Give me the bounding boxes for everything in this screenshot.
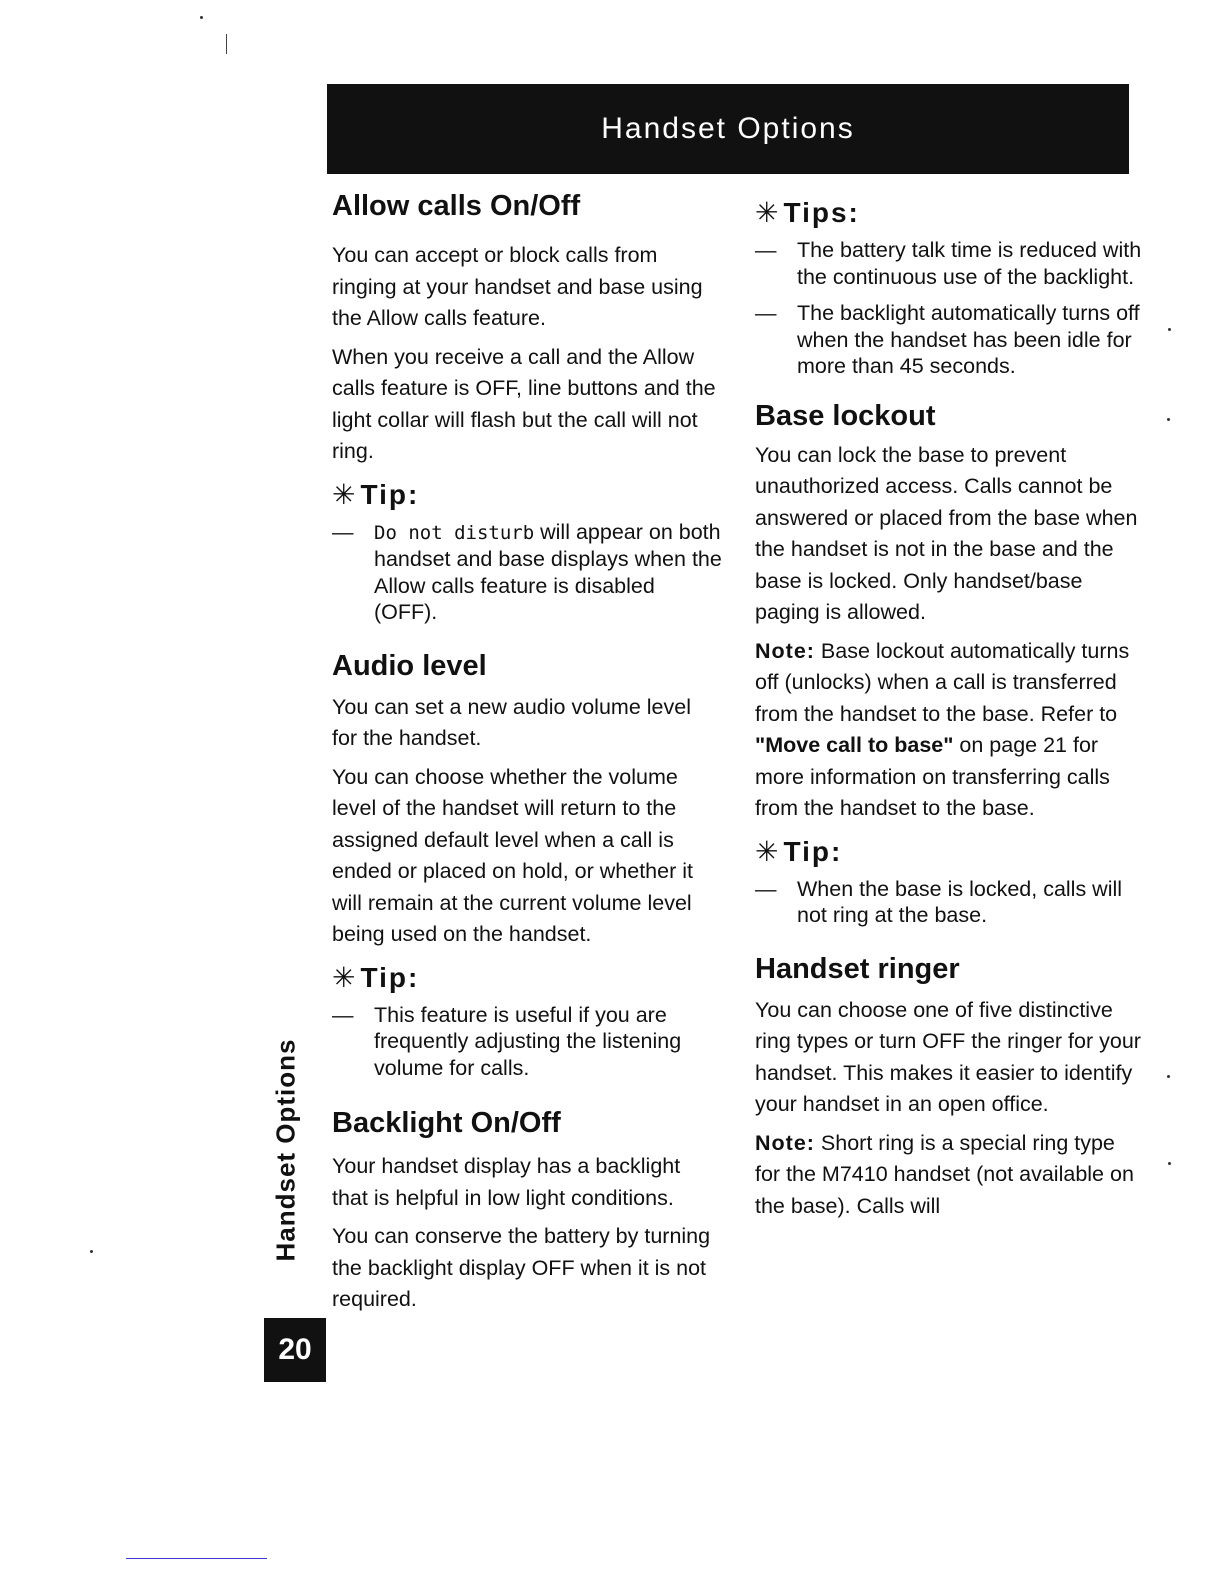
tips-heading [755, 193, 1145, 233]
audio-level-tip-heading [332, 958, 722, 998]
allow-calls-tip-heading [332, 475, 722, 515]
tip-label: Tip: [360, 478, 420, 510]
base-lockout-tip-item [755, 876, 1145, 929]
scan-speck [1168, 1162, 1171, 1165]
tip-text: This feature is useful if you are frequently adjusting the listening volume for calls. [374, 1002, 682, 1080]
note-text-post: on page 21 for more information on transferring calls from the handset to the base. [755, 733, 1110, 820]
allow-calls-section [332, 186, 722, 626]
tip-text: The backlight automatically turns off when the handset has been idle for more than 45 seconds. [797, 301, 1140, 378]
allow-calls-paragraph-1: You can accept or block calls from ringing at your handset and base using the Allow calls feature. [332, 243, 703, 330]
allow-calls-paragraph-2: When you receive a call and the Allow calls feature is OFF, line buttons and the light collar will flash but the call will not ring. [332, 344, 716, 463]
base-lockout-section [755, 396, 1145, 929]
tip-text-rest: will appear on both handset and base displays when the Allow calls feature is disabled (OFF). [374, 519, 722, 624]
cross-reference: "Move call to base" [755, 733, 954, 757]
base-lockout-tip-heading [755, 832, 1145, 872]
dash-marker: — [332, 519, 354, 544]
note-label: Note: [755, 1130, 815, 1155]
backlight-tips-section [755, 193, 1145, 380]
tips-label: Tips: [783, 197, 860, 228]
audio-level-paragraph-2: You can choose whether the volume level of the handset will return to the assigned default level when a call is ended or placed on hold, or whether it will remain at the current volume level being used on the handset. [332, 764, 693, 946]
sidebar-section-label: Handset Options [270, 1038, 301, 1262]
do-not-disturb-display-text: Do not disturb [374, 521, 535, 544]
dash-marker: — [755, 876, 777, 901]
backlight-heading: Backlight On/Off [332, 1107, 561, 1139]
asterisk-icon: ✳ [332, 478, 358, 510]
handset-ringer-note [755, 1128, 1145, 1223]
handset-ringer-heading: Handset ringer [755, 952, 960, 985]
tip-text: When the base is locked, calls will not ring at the base. [797, 876, 1123, 927]
note-text: Short ring is a special ring type for the M7410 handset (not available on the base). Calls will [755, 1130, 1134, 1218]
asterisk-icon: ✳ [332, 961, 358, 993]
base-lockout-note [755, 636, 1145, 825]
base-lockout-heading: Base lockout [755, 399, 936, 432]
scan-speck [200, 16, 203, 19]
tip-label: Tip: [783, 835, 843, 867]
note-text-pre: Base lockout automatically turns off (unlocks) when a call is transferred from the handset to the base. Refer to [755, 638, 1130, 726]
dash-marker: — [332, 1002, 354, 1027]
handset-ringer-section [755, 949, 1145, 1223]
tip-label: Tip: [360, 961, 420, 993]
scan-speck [1168, 328, 1171, 331]
tip-text [374, 519, 722, 626]
page-header-banner [327, 84, 1129, 174]
audio-level-section [332, 646, 722, 1082]
page-number: 20 [278, 1333, 312, 1366]
page-number-box [264, 1318, 326, 1382]
page-header-title: Handset Options [601, 112, 855, 145]
scan-mark [226, 34, 227, 54]
allow-calls-tip-item [332, 519, 722, 626]
right-column [755, 180, 1145, 1229]
backlight-paragraph-2: You can conserve the battery by turning the backlight display OFF when it is not required. [332, 1224, 711, 1311]
dash-marker: — [755, 301, 777, 325]
asterisk-icon: ✳ [755, 197, 781, 228]
audio-level-heading: Audio level [332, 649, 487, 682]
allow-calls-heading: Allow calls On/Off [332, 190, 581, 222]
scan-speck [1167, 1075, 1170, 1078]
footer-rule [126, 1558, 267, 1559]
backlight-paragraph-1: Your handset display has a backlight that is helpful in low light conditions. [332, 1154, 681, 1210]
left-column [332, 180, 722, 1323]
base-lockout-paragraph-1: You can lock the base to prevent unauthorized access. Calls cannot be answered or placed from the base when the handset is not in the base and the base is locked. Only handset/base paging is allowed. [755, 442, 1138, 624]
note-label: Note: [755, 638, 815, 663]
tips-item-2 [755, 300, 1145, 380]
handset-ringer-paragraph-1: You can choose one of five distinctive ring types or turn OFF the ringer for your handset. This makes it easier to identify your handset in an open office. [755, 997, 1141, 1116]
tip-text: The battery talk time is reduced with the continuous use of the backlight. [797, 238, 1142, 289]
scan-speck [1167, 418, 1170, 421]
asterisk-icon: ✳ [755, 835, 781, 867]
audio-level-tip-item [332, 1002, 722, 1082]
dash-marker: — [755, 238, 777, 262]
tips-item-1 [755, 237, 1145, 290]
scan-speck [90, 1250, 93, 1253]
audio-level-paragraph-1: You can set a new audio volume level for the handset. [332, 694, 691, 750]
backlight-section [332, 1103, 722, 1316]
